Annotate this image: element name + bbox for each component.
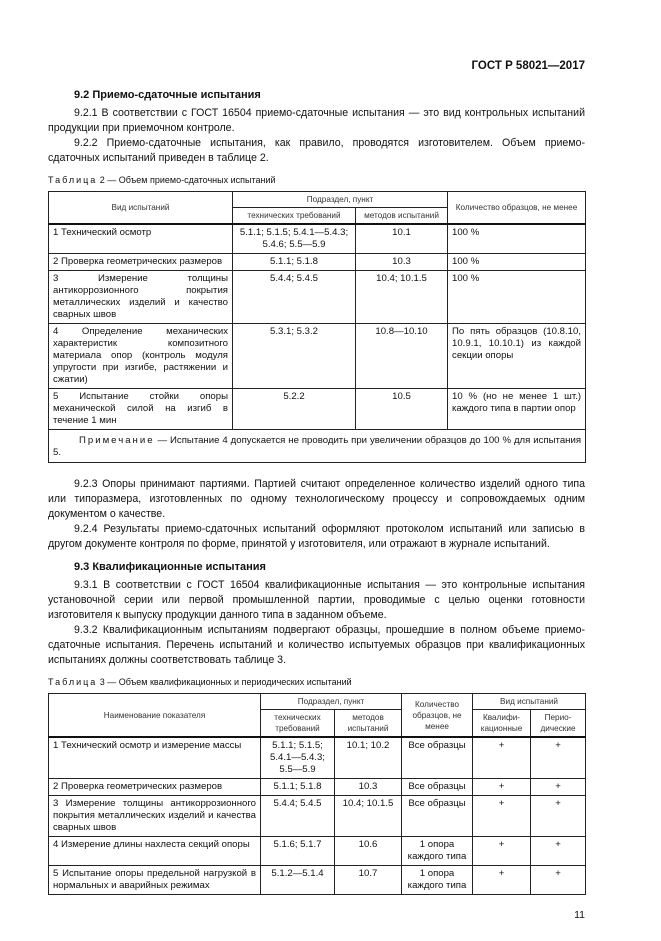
section-9-2-text xyxy=(48,106,585,166)
table-cell: 10.4; 10.1.5 xyxy=(356,271,448,324)
table-cell: 100 % xyxy=(448,224,586,254)
table-cell: 5 Испытание стойки опоры механической силой на изгиб в течение 1 мин xyxy=(49,389,233,430)
col-header: Подраздел, пункт xyxy=(233,192,448,208)
page-number: 11 xyxy=(574,909,585,921)
col-header: Количество образцов, не менее xyxy=(448,192,586,225)
table-cell: 3 Измерение толщины антикоррозионного покрытия металлических изделий и качества сварных швов xyxy=(49,796,261,837)
table-cell: + xyxy=(473,796,531,837)
table-cell: + xyxy=(531,737,586,779)
col-header: Перио-дические xyxy=(531,710,586,738)
col-header: Вид испытаний xyxy=(49,192,233,225)
paragraph: 9.3.1 В соответствии с ГОСТ 16504 квалификационные испытания — это контрольные испытания установочной серии или первой промышленной партии, проводимые с целью оценки готовности изготовителя к выпуску продукции данного типа в заданном объеме. xyxy=(48,579,585,621)
table-cell: 3 Измерение толщины антикоррозионного покрытия металлических изделий и качество сварных швов xyxy=(49,271,233,324)
col-header: Наименование показателя xyxy=(49,694,261,738)
table-row xyxy=(49,737,586,779)
table-cell: 10.6 xyxy=(335,837,402,866)
section-heading-9-2: 9.2 Приемо-сдаточные испытания xyxy=(74,89,261,101)
table-2 xyxy=(48,191,586,463)
col-header: Количество образцов, не менее xyxy=(402,694,473,738)
table-cell: 10.1; 10.2 xyxy=(335,737,402,779)
section-heading-9-3: 9.3 Квалификационные испытания xyxy=(74,561,266,573)
table-cell: + xyxy=(473,737,531,779)
table-cell: Все образцы xyxy=(402,796,473,837)
table-cell: 1 опора каждого типа xyxy=(402,837,473,866)
table-cell: + xyxy=(531,779,586,796)
table-cell: 5.1.1; 5.1.5; 5.4.1—5.4.3; 5.4.6; 5.5—5.9 xyxy=(233,224,356,254)
table-cell: 100 % xyxy=(448,271,586,324)
table-cell: 100 % xyxy=(448,254,586,271)
table-cell: 10.5 xyxy=(356,389,448,430)
caption-text: 3 — Объем квалификационных и периодических испытаний xyxy=(97,677,352,687)
paragraph: 9.2.4 Результаты приемо-сдаточных испытаний оформляют протоколом испытаний или записью в другом документе контроля по форме, принятой у изготовителя, или отражают в журнале испытаний. xyxy=(48,523,585,550)
table-cell: 5 Испытание опоры предельной нагрузкой в нормальных и аварийных режимах xyxy=(49,866,261,895)
table-cell: 4 Определение механических характеристик композитного материала опор (контроль модуля упругости при изгибе, растяжении и сжатии) xyxy=(49,324,233,389)
table-cell: 5.2.2 xyxy=(233,389,356,430)
paragraph: 9.2.3 Опоры принимают партиями. Партией считают определенное количество изделий одного типа или типоразмера, изготовленных по одному технологическому процессу и сопровождаемых одним документом о качестве. xyxy=(48,478,585,520)
table-cell: 5.1.1; 5.1.5; 5.4.1—5.4.3; 5.5—5.9 xyxy=(261,737,335,779)
table-cell: По пять образцов (10.8.10, 10.9.1, 10.10.1) из каждой секции опоры xyxy=(448,324,586,389)
table-row xyxy=(49,324,586,389)
table-cell: 10.4; 10.1.5 xyxy=(335,796,402,837)
section-9-3-text xyxy=(48,578,585,668)
table-row xyxy=(49,271,586,324)
table-row xyxy=(49,866,586,895)
table-cell: 5.4.4; 5.4.5 xyxy=(261,796,335,837)
table-note xyxy=(49,430,586,463)
col-header: Подраздел, пункт xyxy=(261,694,402,710)
table-cell: 2 Проверка геометрических размеров xyxy=(49,254,233,271)
table-cell: 1 опора каждого типа xyxy=(402,866,473,895)
table-cell: 2 Проверка геометрических размеров xyxy=(49,779,261,796)
table-cell: 5.1.6; 5.1.7 xyxy=(261,837,335,866)
table-cell: + xyxy=(531,837,586,866)
col-header: методов испытаний xyxy=(335,710,402,738)
col-header: методов испытаний xyxy=(356,208,448,225)
table-row xyxy=(49,224,586,254)
col-header: Вид испытаний xyxy=(473,694,586,710)
table-cell: + xyxy=(473,779,531,796)
caption-word: Таблица xyxy=(48,175,98,185)
table-cell: Все образцы xyxy=(402,779,473,796)
table-cell: 1 Технический осмотр и измерение массы xyxy=(49,737,261,779)
table-cell: 5.1.1; 5.1.8 xyxy=(233,254,356,271)
paragraph: 9.3.2 Квалификационным испытаниям подвергают образцы, прошедшие в полном объеме приемо-сдаточные испытания. Перечень испытаний и количество испытуемых образцов при квалификационных испытаниях должны соответствовать таблице 3. xyxy=(48,624,585,666)
table-row xyxy=(49,389,586,430)
table-cell: Все образцы xyxy=(402,737,473,779)
caption-text: 2 — Объем приемо-сдаточных испытаний xyxy=(97,175,276,185)
note-text: — Испытание 4 допускается не проводить при увеличении образцов до 100 % для испытания 5. xyxy=(53,435,582,458)
table-cell: 4 Измерение длины нахлеста секций опоры xyxy=(49,837,261,866)
document-header: ГОСТ Р 58021—2017 xyxy=(471,60,585,72)
paragraph: 9.2.2 Приемо-сдаточные испытания, как правило, проводятся изготовителем. Объем приемо-сдаточных испытаний приведен в таблице 2. xyxy=(48,137,585,164)
table-row xyxy=(49,779,586,796)
section-9-2-continued xyxy=(48,477,585,552)
caption-word: Таблица xyxy=(48,677,98,687)
table-cell: 10.8—10.10 xyxy=(356,324,448,389)
table-cell: 10.7 xyxy=(335,866,402,895)
table-cell: 10 % (но не менее 1 шт.) каждого типа в партии опор xyxy=(448,389,586,430)
table-cell: + xyxy=(473,837,531,866)
table-2-caption xyxy=(48,174,585,186)
table-cell: 5.4.4; 5.4.5 xyxy=(233,271,356,324)
table-cell: 5.1.1; 5.1.8 xyxy=(261,779,335,796)
table-row xyxy=(49,254,586,271)
table-3-caption xyxy=(48,676,585,688)
table-cell: 5.1.2—5.1.4 xyxy=(261,866,335,895)
col-header: Квалифи-кационные xyxy=(473,710,531,738)
paragraph: 9.2.1 В соответствии с ГОСТ 16504 приемо-сдаточные испытания — это вид контрольных испытаний продукции при приемочном контроле. xyxy=(48,107,585,134)
col-header: технических требований xyxy=(261,710,335,738)
table-cell: 10.1 xyxy=(356,224,448,254)
col-header: технических требований xyxy=(233,208,356,225)
table-row xyxy=(49,796,586,837)
table-row xyxy=(49,837,586,866)
table-cell: 10.3 xyxy=(356,254,448,271)
note-word: Примечание xyxy=(79,435,155,446)
table-cell: 5.3.1; 5.3.2 xyxy=(233,324,356,389)
table-cell: + xyxy=(473,866,531,895)
table-3 xyxy=(48,693,586,895)
table-cell: 1 Технический осмотр xyxy=(49,224,233,254)
table-cell: + xyxy=(531,866,586,895)
table-cell: + xyxy=(531,796,586,837)
table-cell: 10.3 xyxy=(335,779,402,796)
